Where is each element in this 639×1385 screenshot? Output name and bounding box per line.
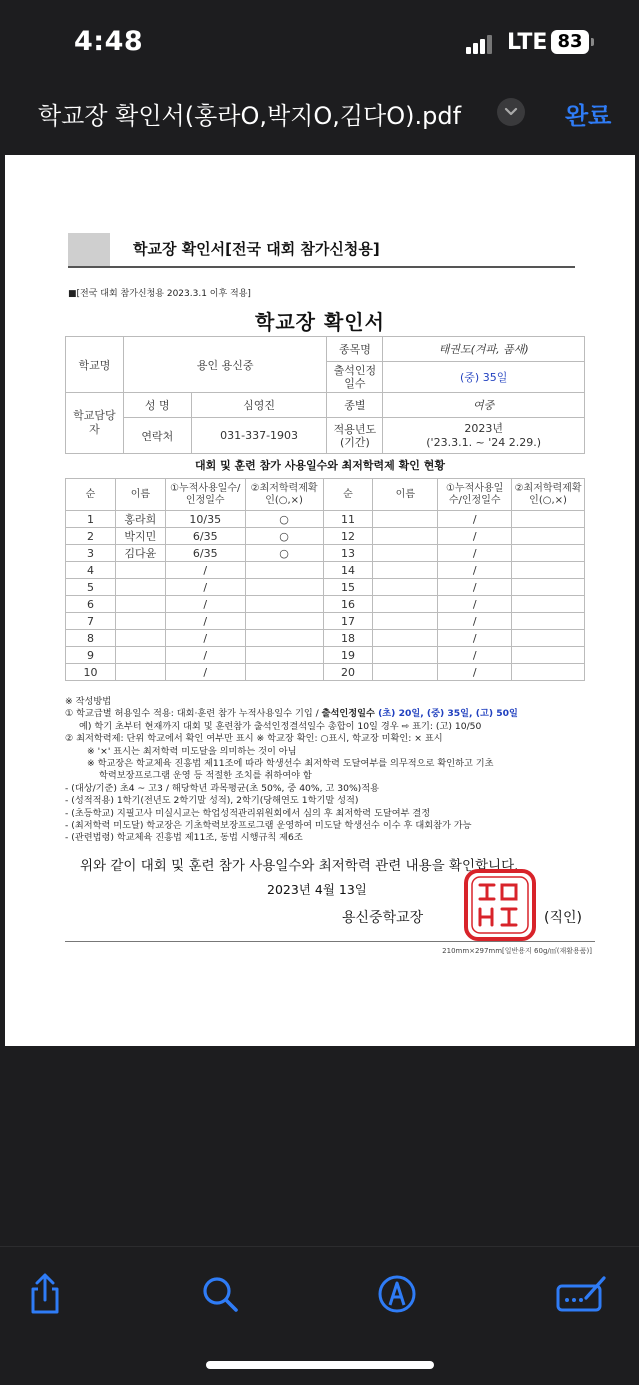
confirm-statement: 위와 같이 대회 및 훈련 참가 사용일수와 최저학력 관련 내용을 확인합니다. bbox=[80, 858, 519, 874]
pdf-page bbox=[5, 155, 635, 1046]
row-no-right: 20 bbox=[323, 664, 373, 681]
row-name-right bbox=[373, 545, 438, 562]
row-days: / bbox=[165, 596, 245, 613]
row-name-right bbox=[373, 664, 438, 681]
note-8: - (성적적용) 1학기(전년도 2학기말 성적), 2학기(당해연도 1학기말 성적) bbox=[65, 795, 359, 807]
roster-body bbox=[66, 511, 585, 681]
issue-date: 2023년 4월 13일 bbox=[267, 882, 367, 897]
row-no: 1 bbox=[66, 511, 116, 528]
footer-divider bbox=[65, 941, 595, 942]
roster-table bbox=[65, 478, 585, 681]
gender-value: 여중 bbox=[383, 393, 585, 418]
row-no: 5 bbox=[66, 579, 116, 596]
row-days-right: / bbox=[438, 596, 512, 613]
row-check bbox=[245, 579, 323, 596]
row-no: 3 bbox=[66, 545, 116, 562]
row-name bbox=[115, 664, 165, 681]
battery-icon: 83 bbox=[551, 30, 589, 54]
instructions bbox=[65, 696, 595, 845]
row-check bbox=[245, 613, 323, 630]
note-9: - (초등학교) 지필고사 미실시교는 학업성적관리위원회에서 심의 후 최저학력 도달여부 결정 bbox=[65, 807, 431, 819]
row-no-right: 19 bbox=[323, 647, 373, 664]
row-check bbox=[245, 562, 323, 579]
row-days: 6/35 bbox=[165, 545, 245, 562]
row-name: 홍라희 bbox=[115, 511, 165, 528]
note-11: - (관련법령) 학교체육 진흥법 제11조, 동법 시행규칙 제6조 bbox=[65, 832, 303, 844]
row-name: 김다윤 bbox=[115, 545, 165, 562]
table-row bbox=[66, 528, 585, 545]
seal-label: (직인) bbox=[544, 910, 582, 926]
row-check-right bbox=[512, 630, 585, 647]
header-no: 순 bbox=[66, 479, 116, 511]
school-label: 학교명 bbox=[66, 337, 124, 393]
home-indicator[interactable] bbox=[206, 1361, 434, 1369]
row-check bbox=[245, 630, 323, 647]
school-value: 용인 용신중 bbox=[123, 337, 327, 393]
cellular-signal-icon bbox=[466, 34, 494, 54]
row-days-right: / bbox=[438, 562, 512, 579]
year-value: 2023년 bbox=[464, 421, 503, 435]
paper-spec: 210mm×297mm[일반용지 60g/㎡(재활용품)] bbox=[442, 947, 592, 955]
row-name-right bbox=[373, 613, 438, 630]
note-1-b: 출석인정일수 bbox=[321, 708, 375, 720]
row-no: 7 bbox=[66, 613, 116, 630]
contact-value: 031-337-1903 bbox=[191, 418, 327, 454]
header-days: ①누적사용일수/인정일수 bbox=[165, 479, 245, 511]
row-days-right: / bbox=[438, 579, 512, 596]
row-days: / bbox=[165, 664, 245, 681]
table-row bbox=[66, 511, 585, 528]
days-label: 출석인정일수 bbox=[327, 362, 383, 393]
table-row bbox=[66, 613, 585, 630]
note-6: 학력보장프로그램 운영 등 적절한 조치를 취하여야 함 bbox=[99, 770, 312, 782]
note-4: ※ '×' 표시는 최저학력 미도달을 의미하는 것이 아님 bbox=[87, 745, 297, 757]
search-icon[interactable] bbox=[200, 1272, 240, 1316]
row-name bbox=[115, 630, 165, 647]
header-name: 이름 bbox=[115, 479, 165, 511]
row-check-right bbox=[512, 613, 585, 630]
row-no: 10 bbox=[66, 664, 116, 681]
row-no-right: 15 bbox=[323, 579, 373, 596]
row-check bbox=[245, 647, 323, 664]
row-no-right: 16 bbox=[323, 596, 373, 613]
row-days-right: / bbox=[438, 528, 512, 545]
note-3: ② 최저학력제: 단위 학교에서 확인 여부만 표시 ※ 학교장 확인: ○표시, 학교장 미확인: × 표시 bbox=[65, 733, 443, 745]
row-check-right bbox=[512, 528, 585, 545]
sub-note: ■[전국 대회 참가신청용 2023.3.1 이후 적용] bbox=[68, 289, 251, 299]
header-check-2: ②최저학력제확인(○,×) bbox=[512, 479, 585, 511]
row-check-right bbox=[512, 579, 585, 596]
document-title[interactable]: 학교장 확인서(홍라O,박지O,김다O).pdf bbox=[38, 102, 462, 130]
header-no-2: 순 bbox=[323, 479, 373, 511]
row-no: 8 bbox=[66, 630, 116, 647]
row-check: ○ bbox=[245, 511, 323, 528]
row-name-right bbox=[373, 630, 438, 647]
row-check-right bbox=[512, 647, 585, 664]
name-value: 심영진 bbox=[191, 393, 327, 418]
table-row bbox=[66, 579, 585, 596]
table-row bbox=[66, 545, 585, 562]
row-no: 4 bbox=[66, 562, 116, 579]
row-name-right bbox=[373, 528, 438, 545]
official-seal-icon bbox=[462, 867, 538, 943]
row-name bbox=[115, 647, 165, 664]
row-name-right bbox=[373, 562, 438, 579]
year-cell bbox=[383, 418, 585, 454]
title-bar bbox=[0, 80, 639, 148]
note-2: 예) 학기 초부터 현재까지 대회 및 훈련참가 출석인정결석일수 총합이 10일 경우 ⇨ 표기: (고) 10/50 bbox=[79, 720, 482, 732]
row-check-right bbox=[512, 511, 585, 528]
row-days-right: / bbox=[438, 511, 512, 528]
row-days-right: / bbox=[438, 613, 512, 630]
row-check: ○ bbox=[245, 528, 323, 545]
note-10: - (최저학력 미도달) 학교장은 기초학력보장프로그램 운영하여 미도달 학생선수 이수 후 대회참가 가능 bbox=[65, 820, 472, 832]
row-name-right bbox=[373, 596, 438, 613]
annotate-icon[interactable] bbox=[556, 1272, 608, 1316]
header-decoration bbox=[68, 233, 110, 267]
row-check-right bbox=[512, 562, 585, 579]
header-name-2: 이름 bbox=[373, 479, 438, 511]
status-time: 4:48 bbox=[74, 26, 144, 57]
row-no: 6 bbox=[66, 596, 116, 613]
battery-tip bbox=[591, 38, 594, 46]
header-days-2: ①누적사용일수/인정일수 bbox=[438, 479, 512, 511]
row-no-right: 14 bbox=[323, 562, 373, 579]
manager-label: 학교담당자 bbox=[66, 393, 124, 454]
row-name-right bbox=[373, 511, 438, 528]
name-label: 성 명 bbox=[123, 393, 191, 418]
row-check-right bbox=[512, 596, 585, 613]
row-name: 박지민 bbox=[115, 528, 165, 545]
row-days: / bbox=[165, 613, 245, 630]
days-value: (중) 35일 bbox=[383, 362, 585, 393]
row-days: 10/35 bbox=[165, 511, 245, 528]
row-no-right: 11 bbox=[323, 511, 373, 528]
main-title: 학교장 확인서 bbox=[255, 310, 385, 334]
row-no-right: 12 bbox=[323, 528, 373, 545]
table-row bbox=[66, 630, 585, 647]
row-name bbox=[115, 596, 165, 613]
year-label: 적용년도(기간) bbox=[327, 418, 383, 454]
row-days: / bbox=[165, 630, 245, 647]
header-divider bbox=[68, 266, 575, 268]
header-check: ②최저학력제확인(○,×) bbox=[245, 479, 323, 511]
bottom-toolbar bbox=[0, 1246, 639, 1385]
markup-icon[interactable] bbox=[377, 1272, 417, 1316]
info-table bbox=[65, 336, 585, 454]
row-no: 9 bbox=[66, 647, 116, 664]
row-days: / bbox=[165, 647, 245, 664]
table-row bbox=[66, 596, 585, 613]
done-button[interactable]: 완료 bbox=[565, 102, 612, 130]
note-1 bbox=[65, 708, 595, 720]
row-check: ○ bbox=[245, 545, 323, 562]
row-no-right: 17 bbox=[323, 613, 373, 630]
contact-label: 연락처 bbox=[123, 418, 191, 454]
row-name bbox=[115, 562, 165, 579]
header-title: 학교장 확인서[전국 대회 참가신청용] bbox=[133, 240, 380, 258]
row-name-right bbox=[373, 647, 438, 664]
row-days-right: / bbox=[438, 647, 512, 664]
row-days-right: / bbox=[438, 630, 512, 647]
row-name-right bbox=[373, 579, 438, 596]
row-no: 2 bbox=[66, 528, 116, 545]
status-bar bbox=[0, 0, 639, 80]
event-label: 종목명 bbox=[327, 337, 383, 362]
row-days-right: / bbox=[438, 664, 512, 681]
row-check bbox=[245, 596, 323, 613]
note-1-c: (초) 20일, (중) 35일, (고) 50일 bbox=[374, 708, 518, 720]
row-name bbox=[115, 613, 165, 630]
note-1-a: ① 학교급별 허용일수 적용: 대회·훈련 참가 누적사용일수 기입 / bbox=[65, 708, 322, 720]
notes-heading: ※ 작성방법 bbox=[65, 696, 112, 707]
row-days: 6/35 bbox=[165, 528, 245, 545]
row-name bbox=[115, 579, 165, 596]
principal-name: 용신중학교장 bbox=[342, 910, 424, 926]
table-row bbox=[66, 647, 585, 664]
row-days: / bbox=[165, 579, 245, 596]
chevron-down-icon[interactable] bbox=[497, 98, 525, 126]
table-row bbox=[66, 664, 585, 681]
gender-label: 종별 bbox=[327, 393, 383, 418]
event-value: 태권도(겨파, 품새) bbox=[383, 337, 585, 362]
row-no-right: 18 bbox=[323, 630, 373, 647]
row-check-right bbox=[512, 664, 585, 681]
table-row bbox=[66, 562, 585, 579]
section-title: 대회 및 훈련 참가 사용일수와 최저학력제 확인 현황 bbox=[195, 459, 445, 472]
row-no-right: 13 bbox=[323, 545, 373, 562]
note-5: ※ 학교장은 학교체육 진흥법 제11조에 따라 학생선수 최저학력 도달여부를 의무적으로 확인하고 기초 bbox=[87, 758, 494, 770]
period-value: ('23.3.1. ~ '24 2.29.) bbox=[426, 435, 542, 449]
row-days: / bbox=[165, 562, 245, 579]
row-days-right: / bbox=[438, 545, 512, 562]
row-check-right bbox=[512, 545, 585, 562]
note-7: - (대상/기준) 초4 ~ 고3 / 해당학년 과목평균(초 50%, 중 40%, 고 30%)적용 bbox=[65, 782, 380, 794]
network-type: LTE bbox=[507, 30, 548, 55]
share-icon[interactable] bbox=[25, 1272, 65, 1316]
row-check bbox=[245, 664, 323, 681]
